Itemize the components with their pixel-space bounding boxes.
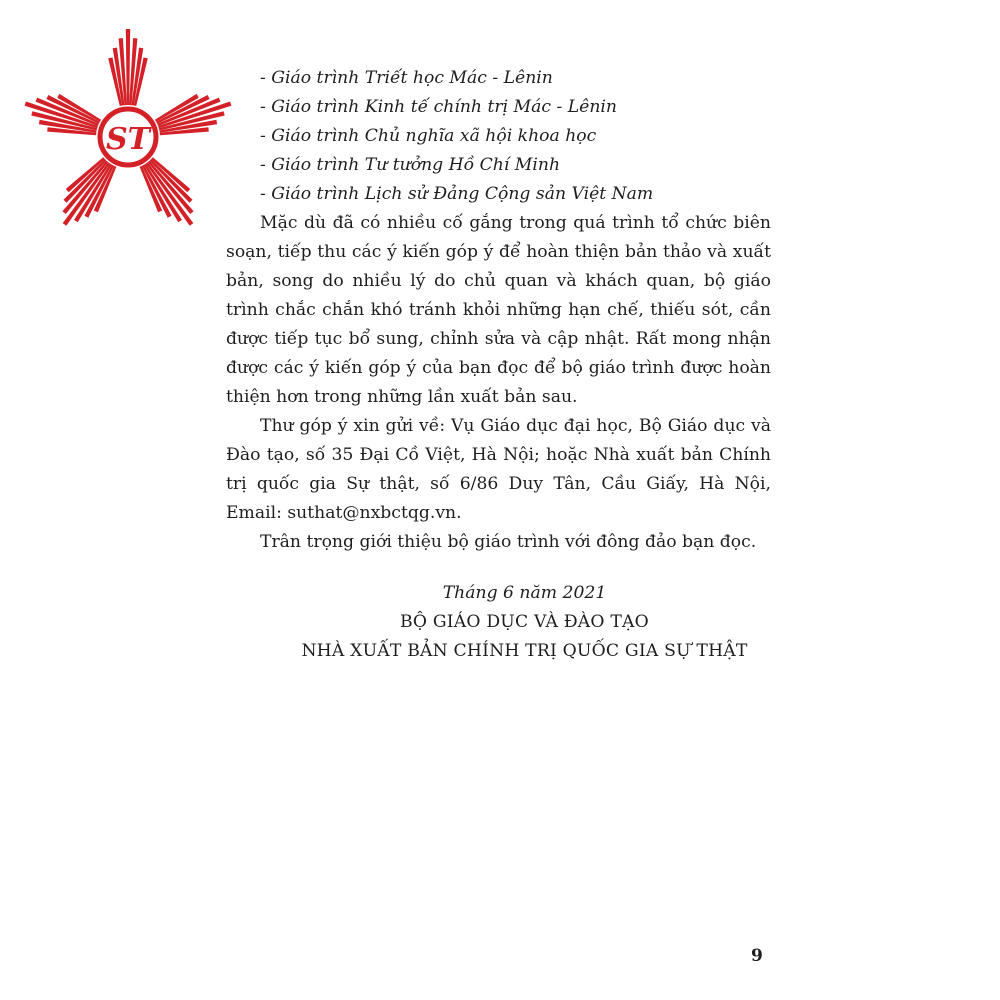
signature-org-ministry: BỘ GIÁO DỤC VÀ ĐÀO TẠO	[400, 612, 649, 632]
publisher-logo	[16, 26, 240, 248]
logo-monogram: ST	[106, 122, 150, 157]
paragraph-contact: Thư góp ý xin gửi về: Vụ Giáo dục đại học, Bộ Giáo dục và Đào tạo, số 35 Đại Cồ Việt, Hà Nội; hoặc Nhà xuất bản Chính trị quốc gia Sự thật, số 6/86 Duy Tân, Cầu Giấy, Hà Nội, Email: suthat@nxbctqg.vn.	[226, 416, 771, 523]
page-number: 9	[751, 946, 763, 966]
paragraph-feedback-note: Mặc dù đã có nhiều cố gắng trong quá trình tổ chức biên soạn, tiếp thu các ý kiến góp ý để hoàn thiện bản thảo và xuất bản, song do nhiều lý do chủ quan và khách quan, bộ giáo trình chắc chắn khó tránh khỏi những hạn chế, thiếu sót, cần được tiếp tục bổ sung, chỉnh sửa và cập nhật. Rất mong nhận được các ý kiến góp ý của bạn đọc để bộ giáo trình được hoàn thiện hơn trong những lần xuất bản sau.	[226, 213, 771, 407]
textbook-list	[226, 64, 771, 209]
paragraph-introduction: Trân trọng giới thiệu bộ giáo trình với đông đảo bạn đọc.	[260, 532, 757, 552]
signature-date: Tháng 6 năm 2021	[442, 583, 607, 603]
list-item: - Giáo trình Chủ nghĩa xã hội khoa học	[260, 126, 597, 146]
star-burst-logo-icon	[16, 26, 240, 248]
signature-org-publisher: NHÀ XUẤT BẢN CHÍNH TRỊ QUỐC GIA SỰ THẬT	[301, 641, 748, 661]
logo-ray	[126, 29, 130, 105]
signature-block	[226, 579, 771, 666]
page-content	[226, 64, 771, 666]
list-item: - Giáo trình Tư tưởng Hồ Chí Minh	[260, 155, 561, 175]
list-item: - Giáo trình Triết học Mác - Lênin	[260, 68, 553, 88]
list-item: - Giáo trình Lịch sử Đảng Cộng sản Việt Nam	[260, 184, 654, 204]
list-item: - Giáo trình Kinh tế chính trị Mác - Lênin	[260, 97, 617, 117]
